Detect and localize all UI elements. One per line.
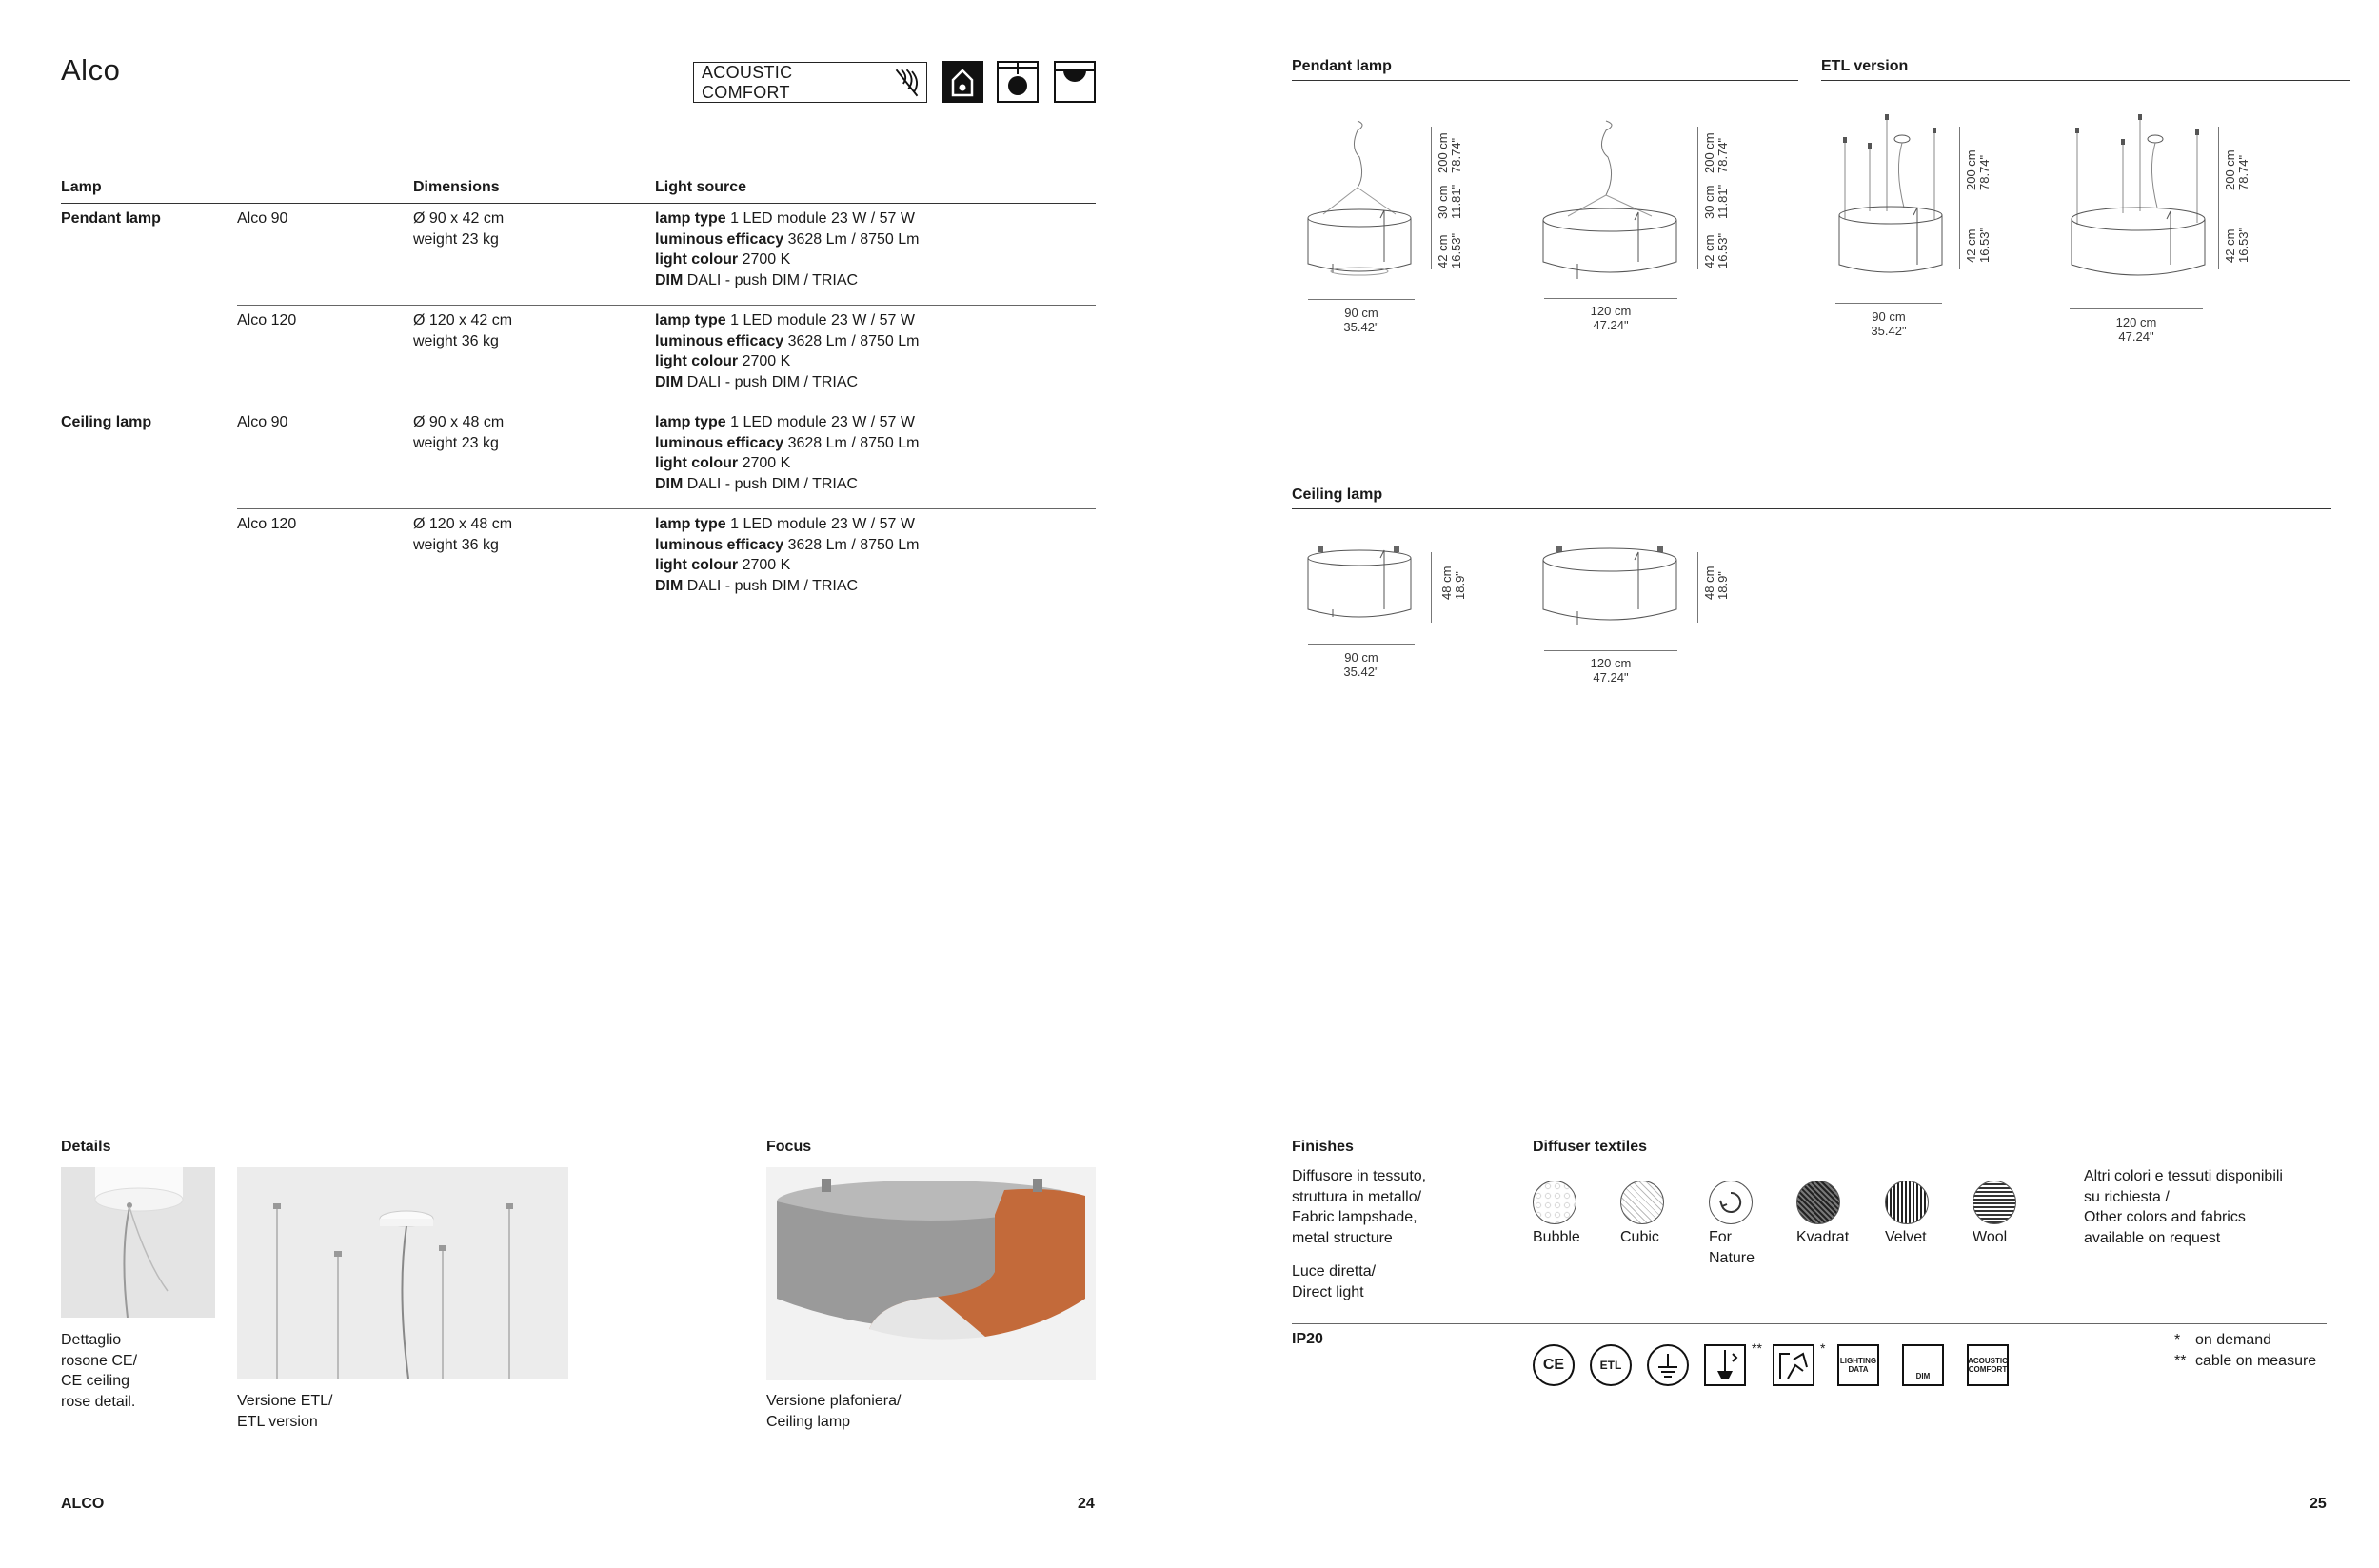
ceiling-120-height-line <box>1697 552 1698 623</box>
pendant-drawings-heading: Pendant lamp <box>1292 58 1392 74</box>
textile-label: Wool <box>1973 1229 2008 1245</box>
ce-mark-icon: CE <box>1533 1344 1575 1386</box>
pendant-90-height-line <box>1431 127 1432 269</box>
indoor-use-icon <box>942 61 983 103</box>
pendant-90-label-30: 30 cm <box>1436 185 1450 219</box>
textile-label: Cubic <box>1620 1229 1659 1245</box>
finishes-heading: Finishes <box>1292 1139 1354 1155</box>
row-divider <box>237 305 1096 306</box>
pendant-90-drawing <box>1304 119 1418 295</box>
row-light-source: lamp type 1 LED module 23 W / 57 W luminous efficacy 3628 Lm / 8750 Lm light colour 2700 K DIM DALI - push DIM / TRIAC <box>655 516 920 594</box>
pendant-90-label-200in: 78.74" <box>1449 137 1463 173</box>
installation-icon <box>1773 1344 1814 1386</box>
row-model: Alco 120 <box>237 312 297 328</box>
pendant-90-label-30in: 11.81" <box>1449 184 1463 219</box>
row-light-source: lamp type 1 LED module 23 W / 57 W luminous efficacy 3628 Lm / 8750 Lm light colour 2700 K DIM DALI - push DIM / TRIAC <box>655 210 920 288</box>
etl-120-label-42in: 16.53" <box>2236 227 2250 263</box>
pendant-90-label-42in: 16.53" <box>1449 232 1463 268</box>
ceiling-120-width-label: 120 cm 47.24" <box>1590 656 1632 685</box>
row-category: Pendant lamp <box>61 210 161 227</box>
row-dimensions: Ø 120 x 48 cm weight 36 kg <box>413 516 513 553</box>
ceiling-90-width-line <box>1308 644 1415 645</box>
pendant-90-label-200: 200 cm <box>1436 132 1450 173</box>
acoustic-comfort-label: ACOUSTIC COMFORT <box>702 62 793 102</box>
etl-120-width-label: 120 cm 47.24" <box>2115 315 2157 344</box>
row-light-source: lamp type 1 LED module 23 W / 57 W luminous efficacy 3628 Lm / 8750 Lm light colour 2700 K DIM DALI - push DIM / TRIAC <box>655 414 920 492</box>
footnote-legend: * on demand ** cable on measure <box>2174 1332 2317 1369</box>
focus-heading: Focus <box>766 1139 812 1155</box>
ceiling-drawings-heading: Ceiling lamp <box>1292 486 1383 503</box>
row-light-source: lamp type 1 LED module 23 W / 57 W luminous efficacy 3628 Lm / 8750 Lm light colour 2700 K DIM DALI - push DIM / TRIAC <box>655 312 920 390</box>
ip-rating: IP20 <box>1292 1331 1323 1347</box>
other-colors-note: Altri colori e tessuti disponibili su richiesta / Other colors and fabrics available on request <box>2084 1168 2283 1246</box>
page-number-left: 24 <box>1078 1496 1095 1512</box>
row-model: Alco 90 <box>237 210 288 227</box>
pendant-90-width-label: 90 cm 35.42" <box>1343 306 1379 334</box>
velvet-textile-swatch <box>1885 1181 1929 1224</box>
ceiling-rose-detail-photo <box>61 1167 215 1318</box>
textile-label: Velvet <box>1885 1229 1927 1245</box>
etl-90-label-200: 200 cm <box>1964 149 1978 190</box>
row-dimensions: Ø 90 x 48 cm weight 23 kg <box>413 414 505 451</box>
pendant-120-label-200in: 78.74" <box>1715 137 1730 173</box>
ceiling-lamp-focus-photo <box>766 1167 1096 1380</box>
etl-90-width-label: 90 cm 35.42" <box>1871 309 1907 338</box>
acoustic-comfort-badge <box>693 62 927 103</box>
ceiling-90-height-line <box>1431 552 1432 623</box>
textile-label: Bubble <box>1533 1229 1580 1245</box>
pendant-90-width-line <box>1308 299 1415 300</box>
pendant-type-icon <box>997 61 1039 103</box>
for-nature-textile-swatch <box>1709 1181 1753 1224</box>
column-header-light-source: Light source <box>655 179 747 195</box>
pendant-120-label-30in: 11.81" <box>1715 184 1730 219</box>
cubic-textile-swatch <box>1620 1181 1664 1224</box>
ceiling-120-label-48in: 18.9" <box>1715 571 1730 600</box>
focus-caption: Versione plafoniera/ Ceiling lamp <box>766 1393 902 1430</box>
etl-drawings-heading: ETL version <box>1821 58 1909 74</box>
ceiling-type-icon <box>1054 61 1096 103</box>
recycle-icon <box>1717 1189 1744 1216</box>
ceiling-rule <box>1292 508 2331 509</box>
column-header-lamp: Lamp <box>61 179 102 195</box>
ceiling-90-width-label: 90 cm 35.42" <box>1343 650 1379 679</box>
etl-90-label-42: 42 cm <box>1964 228 1978 263</box>
kvadrat-textile-swatch <box>1796 1181 1840 1224</box>
ceiling-rose-caption: Dettaglio rosone CE/ CE ceiling rose detail. <box>61 1332 138 1410</box>
lighting-data-icon: LIGHTING DATA <box>1837 1344 1879 1386</box>
etl-120-height-line <box>2218 127 2219 269</box>
textile-label: Kvadrat <box>1796 1229 1850 1245</box>
row-model: Alco 120 <box>237 516 297 532</box>
ceiling-120-label-48: 48 cm <box>1702 566 1716 600</box>
etl-90-height-line <box>1959 127 1960 269</box>
row-category: Ceiling lamp <box>61 414 152 430</box>
pendant-rule <box>1292 80 1798 81</box>
etl-mark-icon: ETL <box>1590 1344 1632 1386</box>
certifications-rule <box>1292 1323 2327 1324</box>
etl-120-label-200: 200 cm <box>2223 149 2237 190</box>
pendant-120-label-42: 42 cm <box>1702 234 1716 268</box>
ceiling-120-width-line <box>1544 650 1677 651</box>
textiles-heading: Diffuser textiles <box>1533 1139 1648 1155</box>
page-title: Alco <box>61 53 121 87</box>
column-header-dimensions: Dimensions <box>413 179 500 195</box>
pendant-120-label-30: 30 cm <box>1702 185 1716 219</box>
pendant-120-label-42in: 16.53" <box>1715 232 1730 268</box>
ceiling-90-label-48: 48 cm <box>1439 566 1454 600</box>
footer-brand: ALCO <box>61 1496 105 1512</box>
adjustable-cable-icon <box>1704 1344 1746 1386</box>
ground-symbol-icon <box>1647 1344 1689 1386</box>
etl-version-caption: Versione ETL/ ETL version <box>237 1393 333 1430</box>
page-number-right: 25 <box>2310 1496 2327 1512</box>
pendant-120-width-label: 120 cm 47.24" <box>1590 304 1632 332</box>
cable-footnote-mark: ** <box>1752 1340 1762 1356</box>
ceiling-90-label-48in: 18.9" <box>1453 571 1467 600</box>
row-model: Alco 90 <box>237 414 288 430</box>
row-dimensions: Ø 120 x 42 cm weight 36 kg <box>413 312 513 349</box>
row-divider <box>237 508 1096 509</box>
details-heading: Details <box>61 1139 111 1155</box>
etl-90-width-line <box>1835 303 1942 304</box>
demand-footnote-mark: * <box>1820 1340 1826 1356</box>
etl-120-label-42: 42 cm <box>2223 228 2237 263</box>
row-dimensions: Ø 90 x 42 cm weight 23 kg <box>413 210 505 248</box>
pendant-120-label-200: 200 cm <box>1702 132 1716 173</box>
pendant-90-label-42: 42 cm <box>1436 234 1450 268</box>
dim-icon: DIM <box>1902 1344 1944 1386</box>
table-header-rule <box>61 203 1096 204</box>
etl-120-width-line <box>2070 308 2203 309</box>
etl-version-photo <box>237 1167 568 1379</box>
textile-label: For Nature <box>1709 1229 1755 1266</box>
etl-90-label-200in: 78.74" <box>1977 154 1992 190</box>
bubble-textile-swatch <box>1533 1181 1576 1224</box>
sound-wave-icon <box>891 65 926 101</box>
pendant-120-height-line <box>1697 127 1698 269</box>
pendant-120-width-line <box>1544 298 1677 299</box>
finishes-description: Diffusore in tessuto, struttura in metallo/ Fabric lampshade, metal structure <box>1292 1168 1427 1246</box>
acoustic-comfort-icon: ACOUSTIC COMFORT <box>1967 1344 2009 1386</box>
light-direction: Luce diretta/ Direct light <box>1292 1263 1377 1300</box>
etl-rule <box>1821 80 2350 81</box>
etl-90-label-42in: 16.53" <box>1977 227 1992 263</box>
wool-textile-swatch <box>1973 1181 2016 1224</box>
etl-120-label-200in: 78.74" <box>2236 154 2250 190</box>
